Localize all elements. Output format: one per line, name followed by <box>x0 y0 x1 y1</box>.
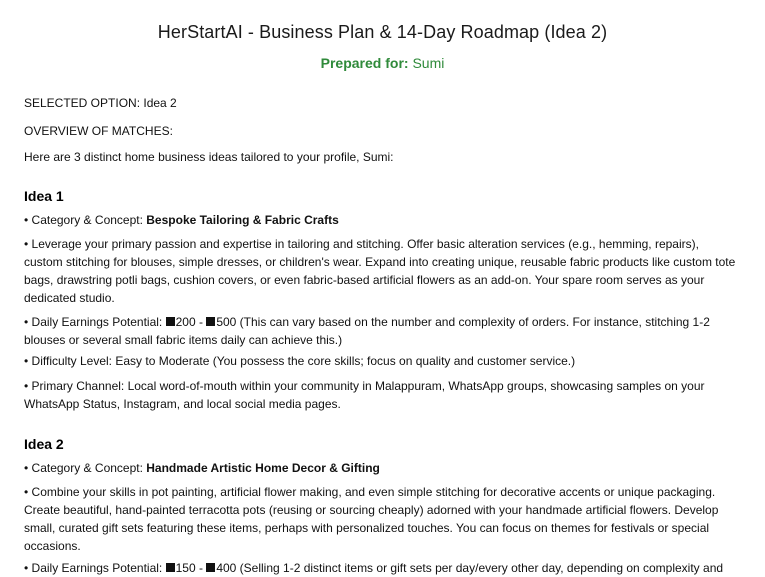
idea-2-earnings-sep: - <box>195 561 207 575</box>
idea-2-earnings <box>24 559 740 577</box>
idea-1-earnings-note: (This can vary based on the number and complexity of orders. For instance, stitching 1-2 blouses or several small fabric items daily can achieve this.) <box>24 315 710 347</box>
idea-1-category <box>24 211 740 229</box>
idea-1-earnings-label: • Daily Earnings Potential: <box>24 315 166 329</box>
currency-glyph-icon <box>166 563 175 572</box>
idea-1-earnings-min: 200 <box>175 315 196 329</box>
overview-intro: Here are 3 distinct home business ideas tailored to your profile, Sumi: <box>24 150 394 164</box>
document-title: HerStartAI - Business Plan & 14-Day Roadmap (Idea 2) <box>157 22 608 42</box>
idea-1-category-value: Bespoke Tailoring & Fabric Crafts <box>146 213 339 227</box>
idea-2-description: • Combine your skills in pot painting, artificial flower making, and even simple stitching for decorative accents or unique packaging. Create beautiful, hand-painted terracotta pots (reusing or sourcing cheaply) adorned with your handmade artificial flowers. Develop small, curated gift sets featuring these items, perhaps with personalized touches. You can focus on themes for festivals or special occasions. <box>24 485 719 553</box>
prepared-for-label: Prepared for: <box>320 55 409 71</box>
idea-1-earnings-max: 500 <box>216 315 237 329</box>
currency-glyph-icon <box>206 563 215 572</box>
idea-1-earnings <box>24 313 740 349</box>
idea-2-category <box>24 459 740 477</box>
idea-2-category-label: • Category & Concept: <box>24 461 147 475</box>
selected-option: SELECTED OPTION: Idea 2 <box>24 96 177 110</box>
idea-1-channel: • Primary Channel: Local word-of-mouth within your community in Malappuram, WhatsApp groups, showcasing samples on your WhatsApp Status, Instagram, and local social media pages. <box>24 379 705 411</box>
prepared-for <box>0 55 765 71</box>
idea-2-earnings-note: (Selling 1-2 distinct items or gift sets per day/every other day, depending on complexity and <box>236 561 724 575</box>
idea-2-earnings-min: 150 <box>175 561 196 575</box>
idea-1-category-label: • Category & Concept: <box>24 213 147 227</box>
idea-1-heading: Idea 1 <box>24 188 64 204</box>
currency-glyph-icon <box>166 317 175 326</box>
idea-2-earnings-label: • Daily Earnings Potential: <box>24 561 166 575</box>
idea-2-earnings-max: 400 <box>216 561 237 575</box>
idea-2-heading: Idea 2 <box>24 436 64 452</box>
idea-2-category-value: Handmade Artistic Home Decor & Gifting <box>146 461 380 475</box>
overview-heading: OVERVIEW OF MATCHES: <box>24 124 173 138</box>
idea-1-earnings-sep: - <box>195 315 207 329</box>
prepared-for-name: Sumi <box>412 55 445 71</box>
idea-1-description: • Leverage your primary passion and expertise in tailoring and stitching. Offer basic alteration services (e.g., hemming, repairs), custom stitching for blouses, simple dresses, or children's wear. Expand into creating unique, reusable fabric products like custom tote bags, drawstring potli bags, cushion covers, or even fabric-based artificial flowers as an add-on. Your spare room serves as your dedicated studio. <box>24 237 736 305</box>
idea-1-difficulty: • Difficulty Level: Easy to Moderate (You possess the core skills; focus on quality and customer service.) <box>24 354 576 368</box>
currency-glyph-icon <box>206 317 215 326</box>
